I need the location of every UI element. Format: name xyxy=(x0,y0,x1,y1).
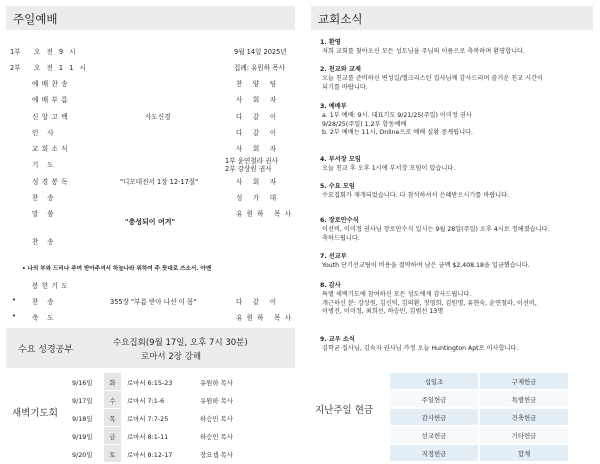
offering-category: 감사헌금 xyxy=(390,409,478,425)
news-text: 9/28/25(주일) 1,2부 합동예배 xyxy=(322,120,407,128)
news-text: 수요집회가 재개되었습니다. 다 참석하셔서 은혜받으시기를 바랍니다. xyxy=(322,192,510,200)
order-leader: 2부 강상원 권사 xyxy=(225,165,272,173)
news-text: 축하드립니다. xyxy=(322,234,360,242)
dawn-scripture: 로마서 8:1-11 xyxy=(127,433,169,441)
news-text: 이병진, 이미정, 최희선, 하승민, 김범선 13명 xyxy=(322,307,444,315)
offering-category: 선교헌금 xyxy=(390,427,478,443)
offering-category: 기타헌금 xyxy=(480,427,568,443)
order-item xyxy=(10,143,295,155)
dawn-date: 9/18일 xyxy=(72,415,93,423)
order-title: 인 사 xyxy=(32,129,58,137)
order-title: 예배부름 xyxy=(32,96,72,104)
dawn-row xyxy=(70,445,290,462)
offering-category: 건축헌금 xyxy=(480,409,568,425)
order-item xyxy=(10,296,295,308)
news-text: b. 2부 예배는 11시, Online으로 예배 실황 중계됩니다. xyxy=(322,128,473,136)
dawn-row xyxy=(70,409,290,426)
dawn-prayer-label: 새벽기도회 xyxy=(12,408,58,419)
dawn-date: 9/20일 xyxy=(72,451,93,459)
study-topic: 로마서 2장 강해 xyxy=(141,352,202,362)
offering-category: 주일헌금 xyxy=(390,391,478,407)
service-number: 2부 xyxy=(10,64,21,72)
news-heading: 6. 장로안수식 xyxy=(320,217,359,224)
order-item xyxy=(10,127,295,139)
news-item xyxy=(320,156,590,174)
dawn-row xyxy=(70,391,290,408)
news-text: 오늘 친교 후 오후 1시에 부서장 모임이 있습니다. xyxy=(322,165,456,173)
order-title: 봉헌기도 xyxy=(32,282,72,290)
worship-title: 주일예배 xyxy=(6,6,295,30)
news-heading: 2. 친교와 교제 xyxy=(320,66,361,73)
order-title: 찬 송 xyxy=(32,194,58,202)
news-item xyxy=(320,336,590,354)
news-heading: 3. 예배부 xyxy=(320,103,347,110)
order-item xyxy=(10,94,295,106)
service-info: 집례: 유원하 목사 xyxy=(234,64,286,72)
news-item xyxy=(320,66,590,92)
order-leader: 다 같 이 xyxy=(236,129,281,137)
offering-category: 합계 xyxy=(480,445,568,461)
dawn-leader: 하승민 목사 xyxy=(200,415,233,423)
news-text: 특별 새벽기도에 참여하신 모든 성도에게 감사드립니다. xyxy=(322,291,472,299)
news-heading: 8. 감사 xyxy=(320,282,341,289)
dawn-scripture: 로마서 6:15-23 xyxy=(127,379,173,387)
service-time: 오 전 1 1 시 xyxy=(34,64,88,72)
service-time: 오 전 9 시 xyxy=(34,48,78,56)
order-detail: 사도신경 xyxy=(145,113,171,121)
order-leader: 사 회 자 xyxy=(236,96,281,104)
dawn-weekday: 금 xyxy=(104,427,121,444)
dawn-leader: 유원하 목사 xyxy=(200,379,233,387)
news-text: 저희 교회를 찾아오신 모든 성도님을 주님의 이름으로 축복하며 환영합니다. xyxy=(322,48,525,56)
order-title: 찬 송 xyxy=(32,238,58,246)
news-text: 개근하신 분: 강상원, 김신덕, 김의환, 정영희, 김원명, 유현숙, 윤연철라, 이선비, xyxy=(322,299,537,307)
news-item xyxy=(320,103,590,137)
dawn-row xyxy=(70,427,290,444)
offering-category: 십일조 xyxy=(390,373,478,389)
dawn-scripture: 로마서 7:7-25 xyxy=(127,415,169,423)
order-title: 신앙고백 xyxy=(32,113,72,121)
order-item xyxy=(10,280,295,292)
dawn-leader: 유원하 목사 xyxy=(200,397,233,405)
service-row xyxy=(10,62,295,74)
offering-category: 특별헌금 xyxy=(480,391,568,407)
news-item xyxy=(320,253,590,271)
order-leader: 사 회 자 xyxy=(236,145,281,153)
response-text: • 나의 부와 드리나 주여 받아주셔서 하늘나라 위하여 주 뜻대로 쓰소서. 아멘 xyxy=(22,266,212,272)
dawn-leader: 장요셉 목사 xyxy=(200,451,233,459)
order-title: 성경봉독 xyxy=(32,178,72,186)
order-detail: "디모데전서 1장 12-17절" xyxy=(120,178,199,186)
order-item xyxy=(10,312,295,324)
order-title: 말 씀 xyxy=(32,210,58,218)
dawn-weekday: 토 xyxy=(104,445,121,462)
offering-category: 구제헌금 xyxy=(480,373,568,389)
news-text: 이선비, 이미정 권사님 장로안수식 일시는 9월 28일(주일) 오후 4시로 정해졌습니다. xyxy=(322,226,550,234)
dawn-weekday: 수 xyxy=(104,391,121,408)
news-heading: 7. 선교부 xyxy=(320,253,347,260)
dawn-date: 9/16일 xyxy=(72,379,93,387)
news-text: 되기를 바랍니다. xyxy=(322,83,368,91)
order-title: 축 도 xyxy=(32,314,58,322)
bullet-icon: • xyxy=(12,312,16,320)
order-leader: 유원하 목사 xyxy=(236,210,296,218)
dawn-scripture: 로마서 8:12-17 xyxy=(127,451,173,459)
order-leader: 다 같 이 xyxy=(236,298,281,306)
bullet-icon: • xyxy=(12,296,16,304)
news-text: 오늘 친교를 준비하신 변성길/엘크리스틴 집사님께 감사드리며 즐거운 친교 시간이 xyxy=(322,75,544,83)
news-heading: 4. 부서장 모임 xyxy=(320,156,361,163)
order-leader: 찬 양 팀 xyxy=(236,80,281,88)
order-item xyxy=(10,236,295,248)
dawn-weekday: 목 xyxy=(104,409,121,426)
service-row xyxy=(10,46,295,58)
order-leader: 성 가 대 xyxy=(236,194,281,202)
news-item xyxy=(320,183,590,201)
order-title: 찬 송 xyxy=(32,298,58,306)
order-item xyxy=(10,111,295,123)
order-leader: 다 같 이 xyxy=(236,113,281,121)
dawn-weekday: 화 xyxy=(104,373,121,390)
dawn-leader: 하승민 목사 xyxy=(200,433,233,441)
news-heading: 1. 환영 xyxy=(320,39,341,46)
order-detail: 355장 "부름 받아 나선 이 몸" xyxy=(110,298,197,306)
news-heading: 5. 수요 모임 xyxy=(320,183,355,190)
order-title: 예배찬송 xyxy=(32,80,72,88)
study-label: 수요 성경공부 xyxy=(18,345,74,355)
order-leader: 사 회 자 xyxy=(236,178,281,186)
news-text: Youth 단기선교팀이 비용을 절약하여 남은 금액 $2,408.18을 입금했습니다. xyxy=(322,262,530,270)
order-leader: 유원하 목사 xyxy=(236,314,296,322)
news-item xyxy=(320,282,590,316)
dawn-date: 9/17일 xyxy=(72,397,93,405)
service-number: 1부 xyxy=(10,48,21,56)
service-info: 9월 14일 2025년 xyxy=(234,48,287,56)
sermon-title: "충성되이 여겨" xyxy=(124,218,176,226)
dawn-date: 9/19일 xyxy=(72,433,93,441)
offering-label: 지난주일 현금 xyxy=(315,405,374,416)
offering-category: 지정헌금 xyxy=(390,445,478,461)
order-title: 기 도 xyxy=(32,161,58,169)
dawn-scripture: 로마서 7:1-6 xyxy=(127,397,165,405)
study-schedule: 수요집회(9월 17일, 오후 7시 30분) xyxy=(113,338,248,348)
news-item xyxy=(320,217,590,243)
news-item xyxy=(320,39,590,57)
news-text: 김학균 집사님, 김숙자 권사님 가정 오늘 Huntington Apt로 이사합니다. xyxy=(322,345,519,353)
order-title: 교회소식 xyxy=(32,145,72,153)
order-item xyxy=(10,192,295,204)
order-item xyxy=(10,176,295,188)
news-heading: 9. 교우 소식 xyxy=(320,336,355,343)
order-item xyxy=(10,159,295,171)
news-text: a. 1부 예배: 9시. 대표기도 9/21/25(주일) 이미정 권사 xyxy=(322,112,472,120)
news-title: 교회소식 xyxy=(311,6,593,30)
order-leader: 1부 윤연철라 권사 xyxy=(225,157,278,165)
dawn-row xyxy=(70,373,290,390)
order-item xyxy=(10,78,295,90)
